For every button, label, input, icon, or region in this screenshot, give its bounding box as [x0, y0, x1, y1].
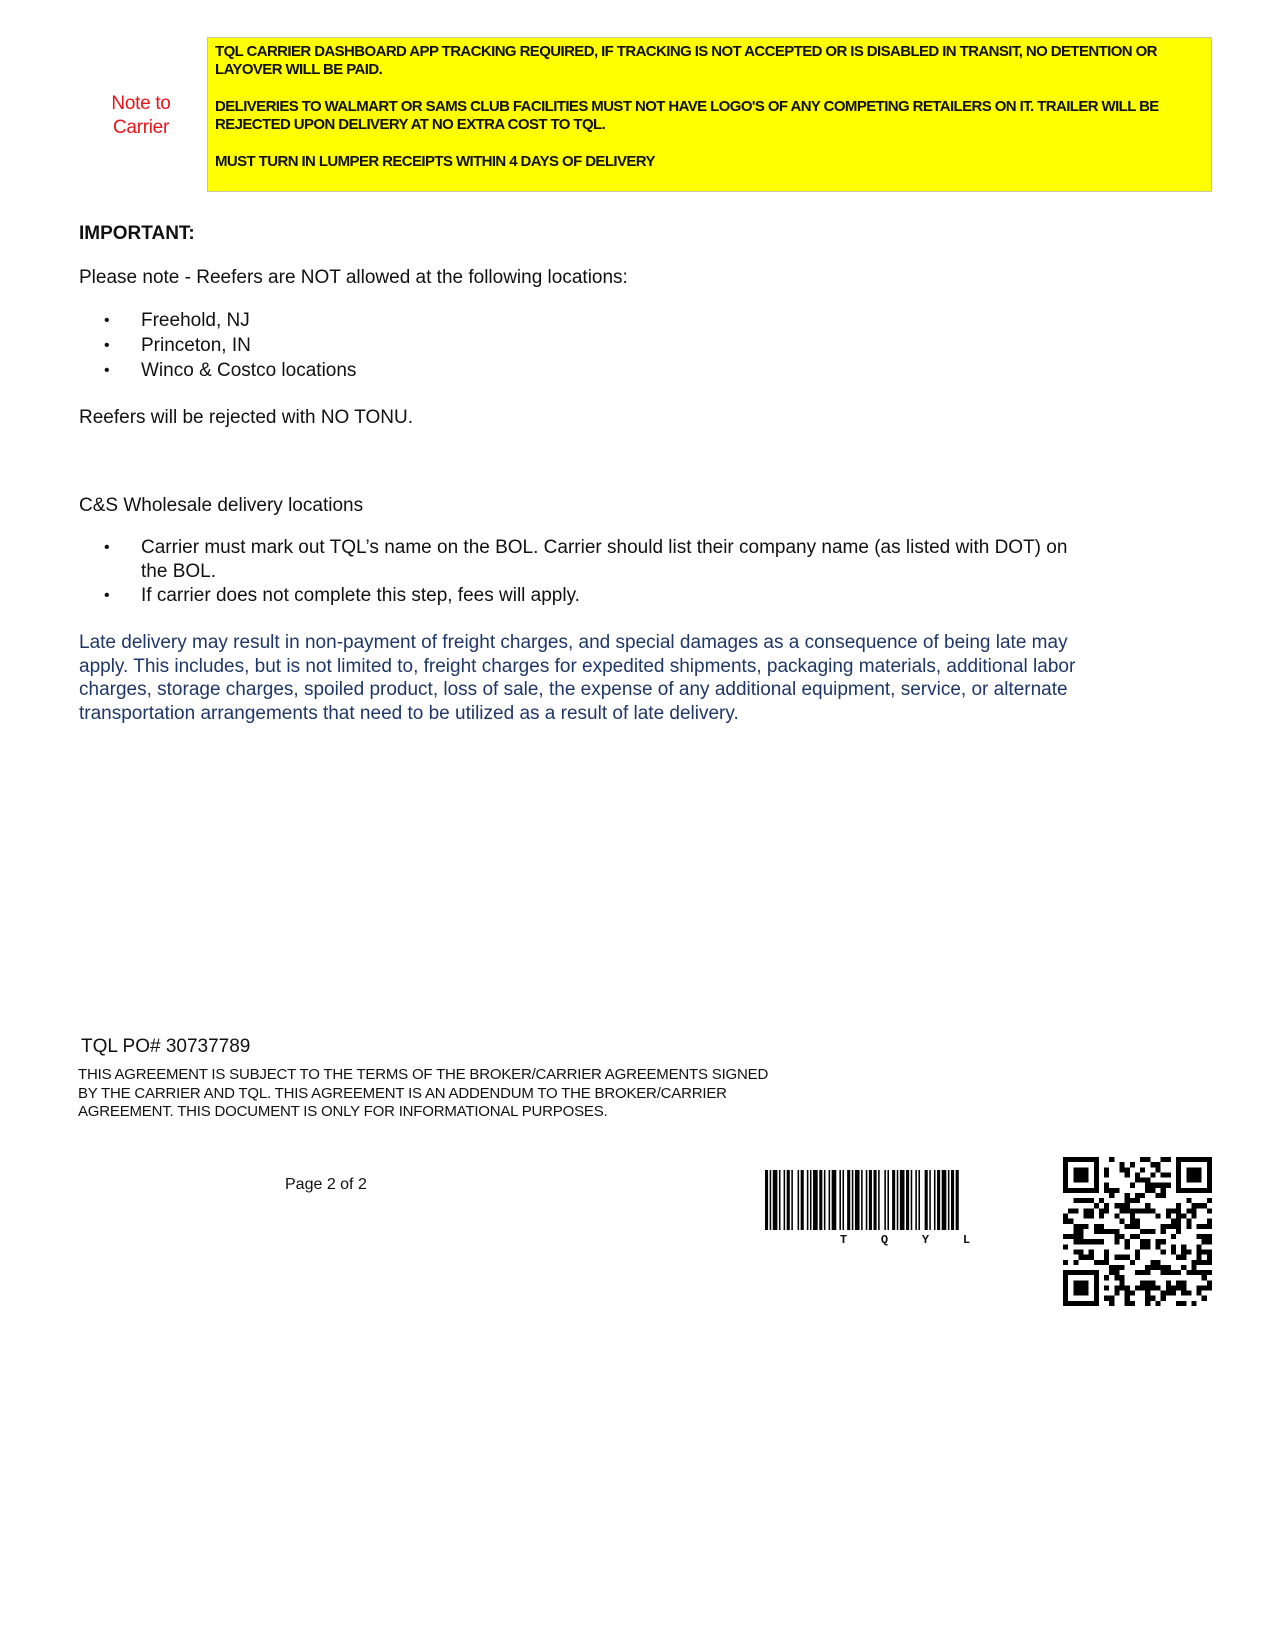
cs-wholesale-title: C&S Wholesale delivery locations [79, 495, 364, 516]
tracking-requirement: TQL CARRIER DASHBOARD APP TRACKING REQUIRED, IF TRACKING IS NOT ACCEPTED OR IS DISABLED IN TRANSIT, NO DETENTION OR LAYOVER WILL BE PAID. [215, 43, 1157, 78]
list-item: • Freehold, NJ [79, 308, 356, 333]
list-item: • Winco & Costco locations [79, 358, 356, 383]
agreement-disclaimer: THIS AGREEMENT IS SUBJECT TO THE TERMS OF THE BROKER/CARRIER AGREEMENTS SIGNED BY THE CARRIER AND TQL. THIS AGREEMENT IS AN ADDENDUM TO THE BROKER/CARRIER AGREEMENT. THIS DOCUMENT IS ONLY FOR INFORMATIONAL PURPOSES. [78, 1066, 769, 1120]
barcode-char: Y [921, 1233, 930, 1247]
page-number: Page 2 of 2 [285, 1176, 367, 1193]
po-number: TQL PO# 30737789 [81, 1036, 251, 1057]
barcode-image [765, 1170, 1045, 1230]
late-delivery-notice: Late delivery may result in non-payment of freight charges, and special damages as a consequence of being late may apply. This includes, but is not limited to, freight charges for expedited shipments, packaging materials, additional labor charges, storage charges, spoiled product, loss of sale, the expense of any additional equipment, service, or alternate transportation arrangements that need to be utilized as a result of late delivery. [79, 632, 1076, 724]
carrier-notice-box [207, 37, 1212, 192]
list-item: • Carrier must mark out TQL’s name on the BOL. Carrier should list their company name (as listed with DOT) on the BOL. [79, 536, 1089, 584]
reefer-restricted-locations [79, 308, 356, 383]
cs-wholesale-requirements [79, 536, 1089, 608]
barcode-char: T [839, 1233, 848, 1247]
lumper-receipt-rule: MUST TURN IN LUMPER RECEIPTS WITHIN 4 DAYS OF DELIVERY [215, 153, 655, 170]
barcode-char: L [962, 1233, 971, 1247]
important-heading: IMPORTANT: [79, 223, 195, 244]
reefer-rejection-note: Reefers will be rejected with NO TONU. [79, 407, 414, 428]
walmart-delivery-rule: DELIVERIES TO WALMART OR SAMS CLUB FACILITIES MUST NOT HAVE LOGO'S OF ANY COMPETING RETAILERS ON IT. TRAILER WILL BE REJECTED UPON DELIVERY AT NO EXTRA COST TO TQL. [215, 98, 1159, 133]
note-to-carrier-label: Note to Carrier [111, 93, 171, 138]
list-item: • Princeton, IN [79, 333, 356, 358]
reefer-note: Please note - Reefers are NOT allowed at the following locations: [79, 267, 628, 288]
list-item: • If carrier does not complete this step, fees will apply. [79, 584, 1089, 608]
barcode-caption [765, 1233, 1045, 1247]
qr-code-image [1063, 1157, 1212, 1306]
barcode-char: Q [880, 1233, 889, 1247]
